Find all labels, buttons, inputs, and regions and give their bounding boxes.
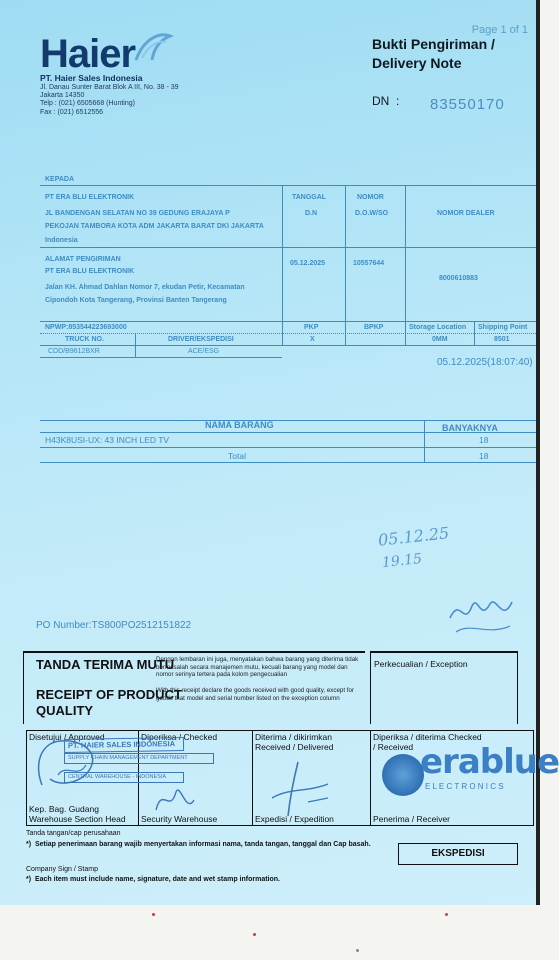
scan-speck xyxy=(356,949,359,952)
signature-cell-approved: Disetujui / Approved Kep. Bag. Gudang Warehouse Section Head xyxy=(27,731,139,825)
scan-speck xyxy=(152,913,155,916)
handwritten-date: 05.12.25 xyxy=(377,523,451,550)
shipping-point-header: Shipping Point xyxy=(478,324,528,331)
nomor-header: NOMOR xyxy=(357,194,384,201)
dn-colon: : xyxy=(396,94,400,108)
shipping-point-value: 8501 xyxy=(494,336,510,343)
truck-no-header: TRUCK NO. xyxy=(65,336,104,343)
company-name: PT. Haier Sales Indonesia xyxy=(40,73,143,83)
items-col-divider xyxy=(424,420,425,462)
tanggal-subheader: D.N xyxy=(305,210,318,217)
erablue-logo-badge-icon xyxy=(382,754,424,796)
exception-label: Perkecualian / Exception xyxy=(374,659,468,669)
haier-logo: Haier xyxy=(40,32,136,76)
expedition-signature-icon xyxy=(268,758,338,820)
company-address: Jl. Danau Sunter Barat Blok A III, No. 38 - 39 Jakarta 14350 Telp : (021) 6505668 (Hunting) Fax : (021) 6512556 xyxy=(40,84,179,116)
approval-signature-icon xyxy=(30,735,110,795)
storage-location-header: Storage Location xyxy=(409,324,467,331)
receipt-title-en-2: QUALITY xyxy=(36,703,94,718)
dn-number: 83550170 xyxy=(430,96,505,113)
transport-col-divider xyxy=(135,333,136,357)
table-bottom-border xyxy=(40,345,536,346)
consignee-address-1: JL BANDENGAN SELATAN NO 39 GEDUNG ERAJAYA P xyxy=(45,210,230,217)
exception-box xyxy=(370,651,518,724)
npwp-number: NPWP:853544223693000 xyxy=(45,324,127,331)
receipt-text-en: With this receipt declare the goods received with good quality, except for goods that model and serial number listed on the exception column xyxy=(156,687,354,702)
receipt-text-id: Dengan lembaran ini juga, menyatakan bahwa barang yang diterima tidak bermasalah secara manajemen mutu, kecuali barang yang model dan nomor serinya tertera pada kolom pengecualian xyxy=(156,656,359,679)
ship-to-name: PT ERA BLU ELEKTRONIK xyxy=(45,268,135,275)
driver-header: DRIVER/EKSPEDISI xyxy=(168,336,234,343)
haier-stamp-line-2: SUPPLY CHAIN MANAGEMENT DEPARTMENT xyxy=(64,753,214,764)
page-number: Page 1 of 1 xyxy=(471,24,528,36)
consignee-address-2: PEKOJAN TAMBORA KOTA ADM JAKARTA BARAT DKI JAKARTA xyxy=(45,223,264,230)
total-label: Total xyxy=(228,451,246,461)
item-qty-header: BANYAKNYA xyxy=(442,423,498,433)
tanggal-header: TANGGAL xyxy=(292,194,327,201)
receiver-handwritten-signature-icon xyxy=(440,588,530,640)
bpkp-header: BPKP xyxy=(364,324,384,331)
ship-to-label: ALAMAT PENGIRIMAN xyxy=(45,256,121,263)
dealer-header: NOMOR DEALER xyxy=(437,210,495,217)
kepada-label: KEPADA xyxy=(45,176,75,183)
item-row-name: H43K8USI-UX: 43 INCH LED TV xyxy=(45,435,170,445)
items-row-border xyxy=(40,447,536,448)
table-col-divider-4 xyxy=(474,321,475,345)
items-top-border xyxy=(40,420,536,421)
signature-cell-delivered: Diterima / dikirimkan Received / Delivered Expedisi / Expedition xyxy=(253,731,371,825)
table-dotted-divider xyxy=(40,333,536,334)
storage-location-value: 0MM xyxy=(432,336,448,343)
dn-label: DN xyxy=(372,94,390,108)
ship-to-address-1: Jalan KH. Ahmad Dahlan Nomor 7, ekudan Petir, Kecamatan xyxy=(45,284,245,291)
pkp-header: PKP xyxy=(304,324,319,331)
total-value: 18 xyxy=(479,451,489,461)
driver-value: ACE/ESG xyxy=(188,348,220,355)
footer-sign-note-id: Tanda tangan/cap perusahaan xyxy=(26,830,121,837)
erablue-stamp-subtitle: E L E C T R O N I C S xyxy=(425,782,504,791)
table-col-divider-3 xyxy=(405,185,406,345)
receipt-title-id: TANDA TERIMA MUTU xyxy=(36,657,175,672)
haier-logo-swirl-icon xyxy=(130,30,174,66)
nomor-value: 10557644 xyxy=(353,260,385,267)
pkp-value: X xyxy=(310,336,315,343)
scan-speck xyxy=(445,913,448,916)
receipt-quality-box xyxy=(23,651,365,724)
ship-to-address-2: Cipondoh Kota Tangerang, Provinsi Banten Tangerang xyxy=(45,297,227,304)
checked-signature-icon xyxy=(150,780,200,820)
consignee-name: PT ERA BLU ELEKTRONIK xyxy=(45,194,135,201)
erablue-stamp-logo: erablue xyxy=(420,742,559,782)
item-name-header: NAMA BARANG xyxy=(205,420,274,430)
ekspedisi-copy-label: EKSPEDISI xyxy=(398,843,518,865)
dealer-value: 8000610883 xyxy=(439,275,478,282)
table-col-divider-2 xyxy=(345,185,346,345)
table-row-border xyxy=(40,321,536,322)
scan-speck xyxy=(253,933,256,936)
tanggal-value: 05.12.2025 xyxy=(290,260,326,267)
receipt-title-en-1: RECEIPT OF PRODUCT xyxy=(36,687,182,702)
table-mid-border xyxy=(40,247,536,248)
item-row-qty: 18 xyxy=(479,435,489,445)
signature-cell-received: Diperiksa / diterima Checked / Received Penerima / Receiver xyxy=(373,732,482,824)
footer-instruction-en: *) Each item must include name, signature, date and wet stamp information. xyxy=(26,876,281,883)
haier-stamp-line-1: PT. HAIER SALES INDONESIA xyxy=(64,737,184,753)
table-top-border xyxy=(40,185,536,186)
footer-sign-note-en: Company Sign / Stamp xyxy=(26,866,98,873)
signature-cell-checked: Diperiksa / Checked Security Warehouse xyxy=(139,731,253,825)
nomor-subheader: D.O.W/SO xyxy=(355,210,389,217)
handwritten-time: 19.15 xyxy=(381,550,423,572)
truck-no-value: CDD/B9612BXR xyxy=(48,348,100,355)
footer-instruction-id: *) Setiap penerimaan barang wajib menyertakan informasi nama, tanda tangan, tanggal dan Cap basah. xyxy=(26,841,371,848)
items-bottom-border xyxy=(40,462,536,463)
document-title: Bukti Pengiriman / Delivery Note xyxy=(372,36,495,71)
table-col-divider-1 xyxy=(282,185,283,345)
print-timestamp: 05.12.2025(18:07:40) xyxy=(437,357,533,368)
transport-bottom-border xyxy=(40,357,282,358)
haier-stamp-line-3: CENTRAL WAREHOUSE - INDONESIA xyxy=(64,772,184,783)
po-number: PO Number:TS800PO2512151822 xyxy=(36,620,192,631)
consignee-country: Indonesia xyxy=(45,237,78,244)
